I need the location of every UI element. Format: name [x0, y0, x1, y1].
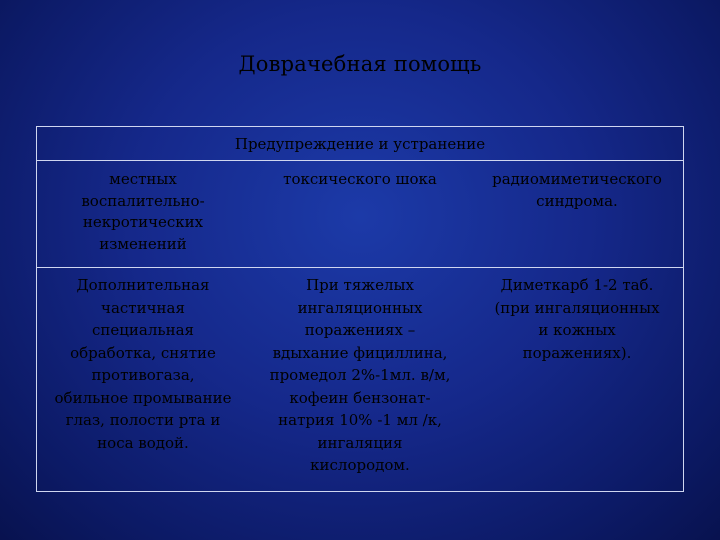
row-divider [37, 267, 683, 268]
table-cell-syndrome-treatment: Диметкарб 1-2 таб. (при ингаляционных и кожных поражениях). [494, 276, 660, 362]
column-header-local-lesions: местных воспалительно- некротических изменений [81, 170, 205, 253]
column-header-toxic-shock: токсического шока [283, 170, 437, 188]
table-cell-shock-treatment: При тяжелых ингаляционных поражениях – вдыхание фициллина, промедол 2%-1мл. в/м, кофеин бензонат- натрия 10% -1 мл /к, ингаляция кислородом. [269, 276, 451, 474]
first-aid-table [36, 126, 684, 492]
table-header: Предупреждение и устранение [37, 127, 683, 161]
slide-title: Доврачебная помощь [238, 52, 482, 76]
column-header-radiomimetic-syndrome: радиомиметического синдрома. [492, 170, 662, 210]
table-cell-local-treatment: Дополнительная частичная специальная обработка, снятие противогаза, обильное промывание глаз, полости рта и носа водой. [54, 276, 232, 452]
